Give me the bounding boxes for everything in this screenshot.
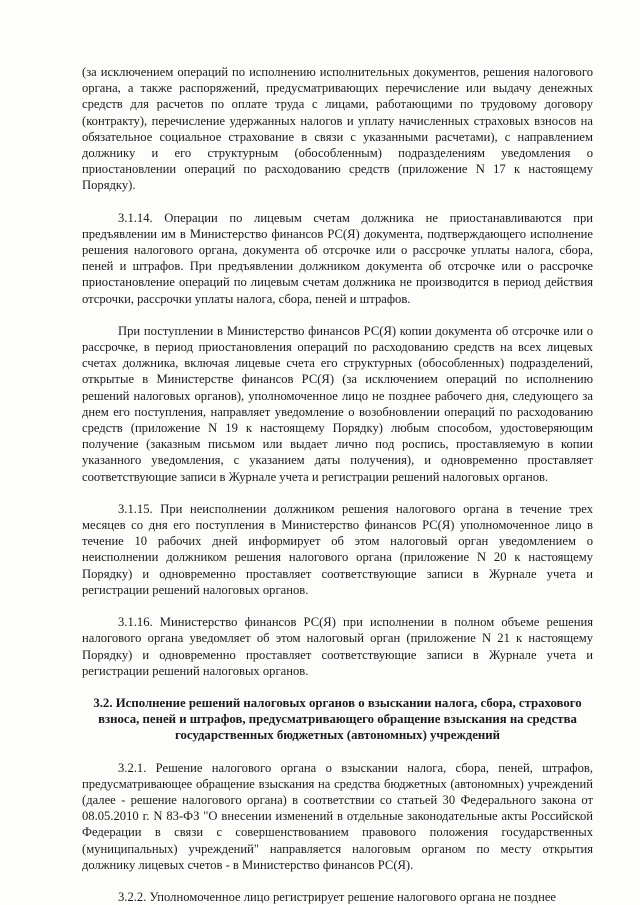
paragraph-3-2-1: 3.2.1. Решение налогового органа о взыскании налога, сбора, пеней, штрафов, предусматривающее обращение взыскания на средства бюджетных (автономных) учреждений (далее - решение налогового органа) в соответствии со статьей 30 Федерального закона от 08.05.2010 г. N 83-ФЗ "О внесении изменений в отдельные законодательные акты Российской Федерации в связи с совершенствованием правового положения государственных (муниципальных) учреждений" направляется налоговым органом по месту открытия должнику лицевых счетов - в Министерство финансов РС(Я).	[82, 760, 593, 872]
paragraph-3-1-15: 3.1.15. При неисполнении должником решения налогового органа в течение трех месяцев со дня его поступления в Министерство финансов РС(Я) уполномоченное лицо в течение 10 рабочих дней информирует об этом налоговый орган уведомлением о неисполнении должником решения налогового органа (приложение N 20 к настоящему Порядку) и одновременно проставляет соответствующие записи в Журнале учета и регистрации решений налоговых органов.	[82, 501, 593, 597]
paragraph-3-1-16: 3.1.16. Министерство финансов РС(Я) при исполнении в полном объеме решения налогового органа уведомляет об этом налоговый орган (приложение N 21 к настоящему Порядку) и одновременно проставляет соответствующие записи в Журнале учета и регистрации решений налоговых органов.	[82, 615, 593, 678]
paragraph-3-2-2: 3.2.2. Уполномоченное лицо регистрирует решение налогового органа не позднее	[118, 889, 556, 904]
paragraph-3-1-14: 3.1.14. Операции по лицевым счетам должника не приостанавливаются при предъявлении им в Министерство финансов РС(Я) документа, подтверждающего исполнение решения налогового органа, документа об отсрочке или о рассрочке уплаты налога, сбора, пеней и штрафов. При предъявлении должником документа об отсрочке или о рассрочке приостановление операций по лицевым счетам должника не производится в период действия отсрочки, рассрочки уплаты налога, сбора, пеней и штрафов.	[82, 210, 593, 306]
paragraph-continuation: (за исключением операций по исполнению исполнительных документов, решения налогового органа, а также распоряжений, предусматривающих перечисление или выдачу денежных средств для расчетов по оплате труда с лицами, работающими по трудовому договору (контракту), перечисление удержанных налогов и уплату начисленных страховых взносов на обязательное социальное страхование в связи с указанными расчетами), с направлением должнику и его структурным (обособленным) подразделениям уведомления о приостановлении операций по расходованию средств (приложение N 17 к настоящему Порядку).	[82, 65, 593, 193]
paragraph-copy-deferral: При поступлении в Министерство финансов РС(Я) копии документа об отсрочке или о рассрочке, в период приостановления операций по расходованию средств на всех лицевых счетах должника, включая лицевые счета его структурных (обособленных) подразделений, открытые в Министерстве финансов РС(Я) (за исключением операций по исполнению решений налоговых органов), уполномоченное лицо не позднее рабочего дня, следующего за днем его поступления, направляет уведомление о возобновлении операций по расходованию средств (приложение N 19 к настоящему Порядку) любым способом, удостоверяющим получение (заказным письмом или выдает лично под роспись, проставляемую в копии указанного уведомления, с указанием даты получения), и одновременно проставляет соответствующие записи в Журнале учета и регистрации решений налоговых органов.	[82, 323, 593, 484]
section-heading-3-2: 3.2. Исполнение решений налоговых органов о взыскании налога, сбора, страхового взноса, пеней и штрафов, предусматривающего обращение взыскания на средства государственных бюджетных (автономных) учреждений	[93, 695, 582, 743]
